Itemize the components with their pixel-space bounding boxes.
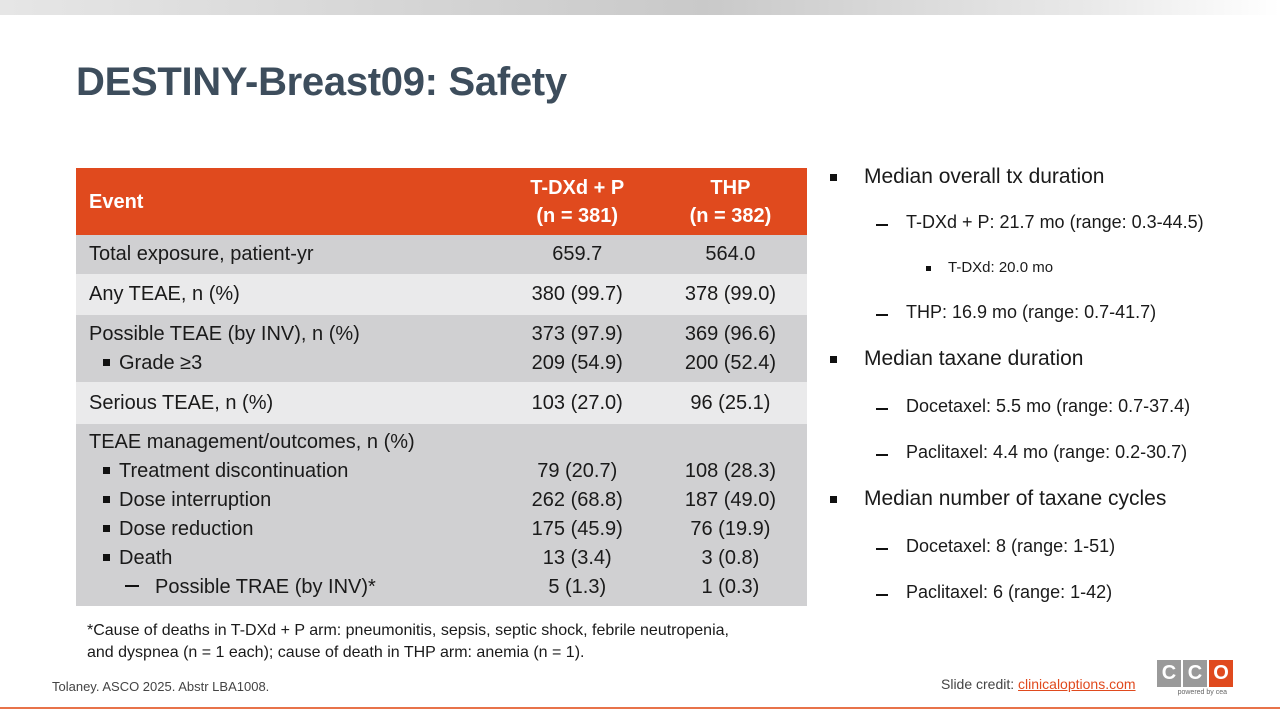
slide-title: DESTINY-Breast09: Safety (76, 60, 567, 104)
row-subvalue-thp: 3 (0.8) (701, 547, 760, 569)
row-value-thp: 564.0 (654, 235, 807, 274)
header-tdxd-p-n: (n = 381) (536, 204, 619, 227)
table-row (76, 315, 807, 382)
header-event: Event (76, 168, 501, 235)
header-thp-name: THP (710, 176, 751, 199)
row-value-tdxd: 373 (97.9) (531, 322, 623, 345)
bottom-accent-line (0, 707, 1280, 709)
logo-letter: C (1183, 660, 1207, 687)
top-gradient-bar (0, 0, 1280, 15)
slide-credit (941, 676, 1136, 692)
dash-icon (876, 454, 888, 456)
row-subvalue-thp: 76 (19.9) (690, 518, 771, 540)
row-subvalue-tdxd: 79 (20.7) (537, 460, 618, 482)
row-subvalue-tdxd: 13 (3.4) (542, 547, 612, 569)
bullet-square-icon (103, 525, 110, 532)
row-subvalue-tdxd: 209 (54.9) (531, 351, 623, 374)
row-label: Possible TEAE (by INV), n (%) (89, 322, 360, 345)
row-subvalue-thp: 200 (52.4) (684, 351, 776, 374)
header-thp-n: (n = 382) (689, 204, 772, 227)
row-value-thp: 369 (96.6) (684, 322, 776, 345)
logo-letter: O (1209, 660, 1233, 687)
cco-logo (1157, 660, 1233, 700)
clinicaloptions-link[interactable]: clinicaloptions.com (1018, 676, 1136, 692)
table-row (76, 274, 807, 315)
footnote (87, 620, 787, 664)
row-subvalue-tdxd: 262 (68.8) (531, 489, 623, 511)
logo-letter: C (1157, 660, 1181, 687)
row-sublabel: Death (89, 544, 501, 573)
row-subvalue-tdxd: 175 (45.9) (531, 518, 623, 540)
row-value-tdxd: 380 (99.7) (501, 274, 654, 315)
table-row (76, 382, 807, 424)
row-subsubvalue-tdxd: 5 (1.3) (548, 576, 607, 598)
row-value-tdxd: 659.7 (501, 235, 654, 274)
row-subsubvalue-thp: 1 (0.3) (701, 576, 760, 598)
row-sublabel: Dose interruption (89, 486, 501, 515)
row-label: Any TEAE, n (%) (76, 274, 501, 315)
bullet-square-icon (103, 359, 110, 366)
row-label: Serious TEAE, n (%) (76, 382, 501, 424)
row-label: Total exposure, patient-yr (76, 235, 501, 274)
row-value-thp: 96 (25.1) (654, 382, 807, 424)
row-label: TEAE management/outcomes, n (%) (89, 431, 415, 453)
bullet-square-icon (830, 174, 837, 181)
row-subvalue-thp: 187 (49.0) (684, 489, 776, 511)
dash-icon (876, 314, 888, 316)
bullet-square-icon (103, 467, 110, 474)
bullet-square-icon (103, 554, 110, 561)
table-row (76, 424, 807, 606)
header-tdxd-p (501, 168, 654, 235)
row-sublabel: Grade ≥3 (89, 349, 501, 378)
row-sublabel: Dose reduction (89, 515, 501, 544)
bullet-square-icon (926, 266, 931, 271)
footnote-line: *Cause of deaths in T-DXd + P arm: pneumonitis, sepsis, septic shock, febrile neutropenia, (87, 622, 729, 639)
citation: Tolaney. ASCO 2025. Abstr LBA1008. (52, 679, 270, 694)
row-subsublabel: Possible TRAE (by INV)* (89, 573, 501, 602)
dash-icon (876, 594, 888, 596)
bullet-square-icon (830, 496, 837, 503)
safety-table (76, 168, 807, 606)
logo-subtitle: powered by cea (1177, 689, 1227, 696)
dash-icon (125, 585, 139, 587)
row-subvalue-thp: 108 (28.3) (684, 460, 776, 482)
slide-credit-label: Slide credit: (941, 676, 1019, 692)
dash-icon (876, 408, 888, 410)
header-thp (654, 168, 807, 235)
dash-icon (876, 548, 888, 550)
footnote-line: and dyspnea (n = 1 each); cause of death in THP arm: anemia (n = 1). (87, 644, 585, 661)
bullet-square-icon (103, 496, 110, 503)
dash-icon (876, 224, 888, 226)
row-sublabel: Treatment discontinuation (89, 457, 501, 486)
row-value-thp: 378 (99.0) (654, 274, 807, 315)
row-value-tdxd: 103 (27.0) (501, 382, 654, 424)
header-tdxd-p-name: T-DXd + P (530, 176, 625, 199)
table-header-row (76, 168, 807, 235)
table-row (76, 235, 807, 274)
bullet-square-icon (830, 356, 837, 363)
